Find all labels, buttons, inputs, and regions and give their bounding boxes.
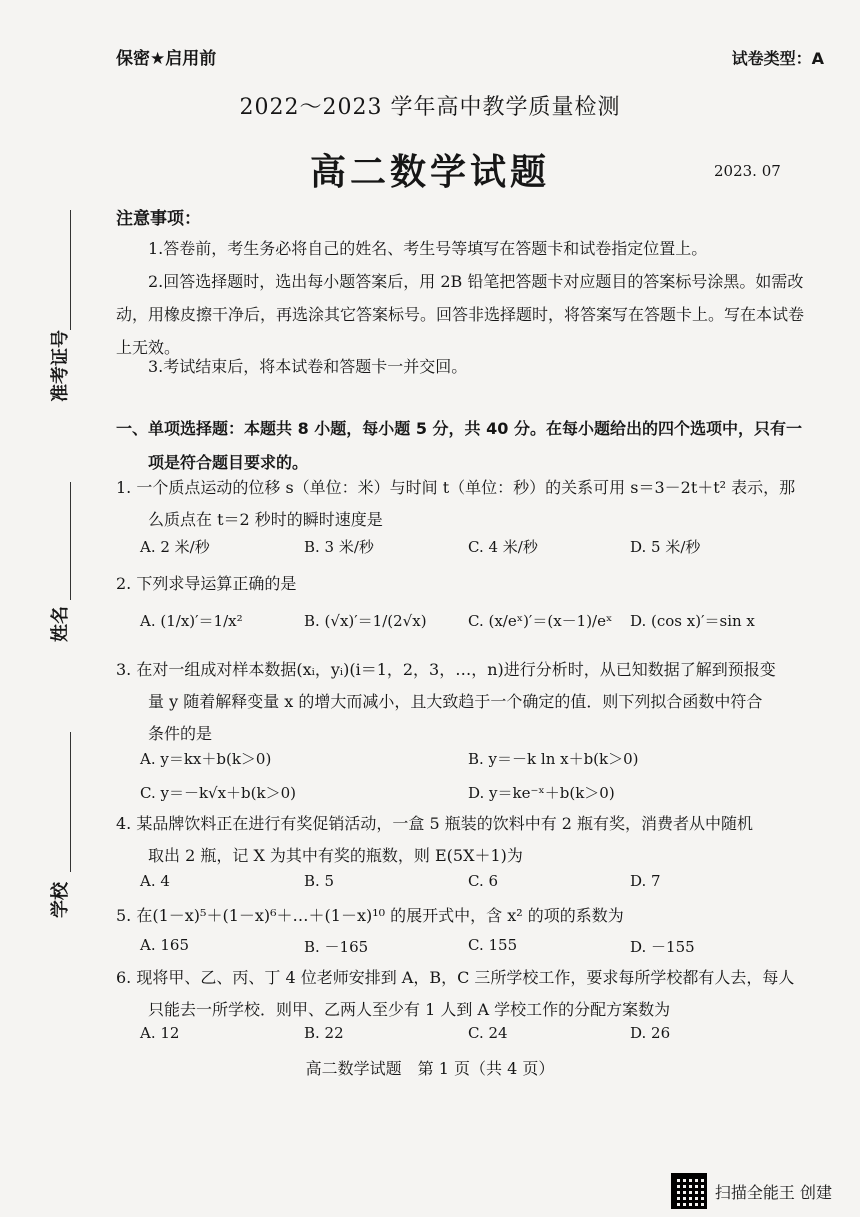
question-2-options: [140, 610, 820, 638]
option-b: B. (√x)′＝1/(2√x): [304, 612, 427, 630]
admission-line: [70, 210, 71, 330]
exam-title: 2022～2023 学年高中教学质量检测: [239, 95, 621, 120]
side-label-name: 姓名: [50, 606, 71, 642]
option-c: C. (x/eˣ)′＝(x－1)/eˣ: [468, 612, 613, 630]
side-label-admission-no: 准考证号: [50, 330, 71, 402]
option-c: C. 6: [468, 872, 499, 890]
option-c: C. 4 米/秒: [468, 538, 538, 556]
option-a: A. 12: [140, 1024, 180, 1042]
school-line: [70, 732, 71, 872]
option-c: C. 24: [468, 1024, 508, 1042]
name-line: [70, 482, 71, 600]
page-footer: 高二数学试题 第 1 页（共 4 页）: [305, 1059, 555, 1078]
note-item-3: 3.考试结束后，将本试卷和答题卡一并交回。: [148, 357, 468, 376]
question-5: 5. 在(1－x)⁵＋(1－x)⁶＋…＋(1－x)¹⁰ 的展开式中，含 x² 的项的系数为: [116, 906, 624, 925]
option-b: B. y＝－k ln x＋b(k＞0): [468, 750, 639, 768]
option-b: B. 5: [304, 872, 335, 890]
option-c: C. y＝－k√x＋b(k＞0): [140, 784, 296, 802]
option-d: D. 26: [630, 1024, 671, 1042]
question-3-options-row2: [140, 782, 820, 810]
scanner-watermark: [671, 1173, 832, 1209]
question-4: 4. 某品牌饮料正在进行有奖促销活动，一盒 5 瓶装的饮料中有 2 瓶有奖，消费者从中随机 取出 2 瓶，记 X 为其中有奖的瓶数，则 E(5X＋1)为: [116, 814, 754, 865]
option-d: D. －155: [630, 938, 695, 956]
section-1-heading: 一、单项选择题：本题共 8 小题，每小题 5 分，共 40 分。在每小题给出的四个选项中，只有一 项是符合题目要求的。: [116, 419, 802, 472]
option-a: A. 2 米/秒: [140, 538, 210, 556]
option-d: D. y＝ke⁻ˣ＋b(k＞0): [468, 784, 615, 802]
question-3-options-row1: [140, 748, 820, 776]
option-a: A. y＝kx＋b(k＞0): [140, 750, 272, 768]
question-6-options: [140, 1024, 820, 1052]
note-item-1: 1.答卷前，考生务必将自己的姓名、考生号等填写在答题卡和试卷指定位置上。: [148, 239, 708, 258]
confidential-label: 保密★启用前: [116, 49, 217, 69]
option-b: B. 22: [304, 1024, 344, 1042]
question-1-options: [140, 536, 820, 564]
question-1: 1. 一个质点运动的位移 s（单位：米）与时间 t（单位：秒）的关系可用 s＝3－2t＋t² 表示，那 么质点在 t＝2 秒时的瞬时速度是: [116, 478, 796, 529]
side-label-school: 学校: [50, 882, 71, 918]
option-c: C. 155: [468, 936, 518, 954]
option-d: D. 5 米/秒: [630, 538, 701, 556]
option-a: A. 165: [140, 936, 189, 954]
option-b: B. －165: [304, 938, 369, 956]
question-3: 3. 在对一组成对样本数据(xᵢ，yᵢ)(i＝1，2，3，…，n)进行分析时，从已知数据了解到预报变 量 y 随着解释变量 x 的增大而减小，且大致趋于一个确定的值．则下列拟合函数中符合 条件的是: [116, 660, 776, 743]
option-a: A. (1/x)′＝1/x²: [140, 612, 243, 630]
question-2: 2. 下列求导运算正确的是: [116, 574, 297, 593]
question-5-options: [140, 936, 820, 964]
question-4-options: [140, 872, 820, 900]
option-a: A. 4: [140, 872, 170, 890]
option-d: D. (cos x)′＝sin x: [630, 612, 755, 630]
option-d: D. 7: [630, 872, 661, 890]
note-item-2: 2.回答选择题时，选出每小题答案后，用 2B 铅笔把答题卡对应题目的答案标号涂黑。如需改动，用橡皮擦干净后，再选涂其它答案标号。回答非选择题时，将答案写在答题卡上。写在本试卷上无效。: [116, 272, 805, 357]
paper-title: 高二数学试题: [309, 152, 550, 193]
paper-type-label: 试卷类型：A: [731, 49, 824, 68]
scanner-label: 扫描全能王 创建: [714, 1182, 832, 1202]
option-b: B. 3 米/秒: [304, 538, 374, 556]
qr-code-icon: [671, 1173, 707, 1209]
exam-date: 2023. 07: [714, 162, 781, 180]
notes-heading: 注意事项：: [116, 209, 201, 229]
question-6: 6. 现将甲、乙、丙、丁 4 位老师安排到 A，B，C 三所学校工作，要求每所学校都有人去，每人 只能去一所学校．则甲、乙两人至少有 1 人到 A 学校工作的分配方案数为: [116, 968, 795, 1019]
